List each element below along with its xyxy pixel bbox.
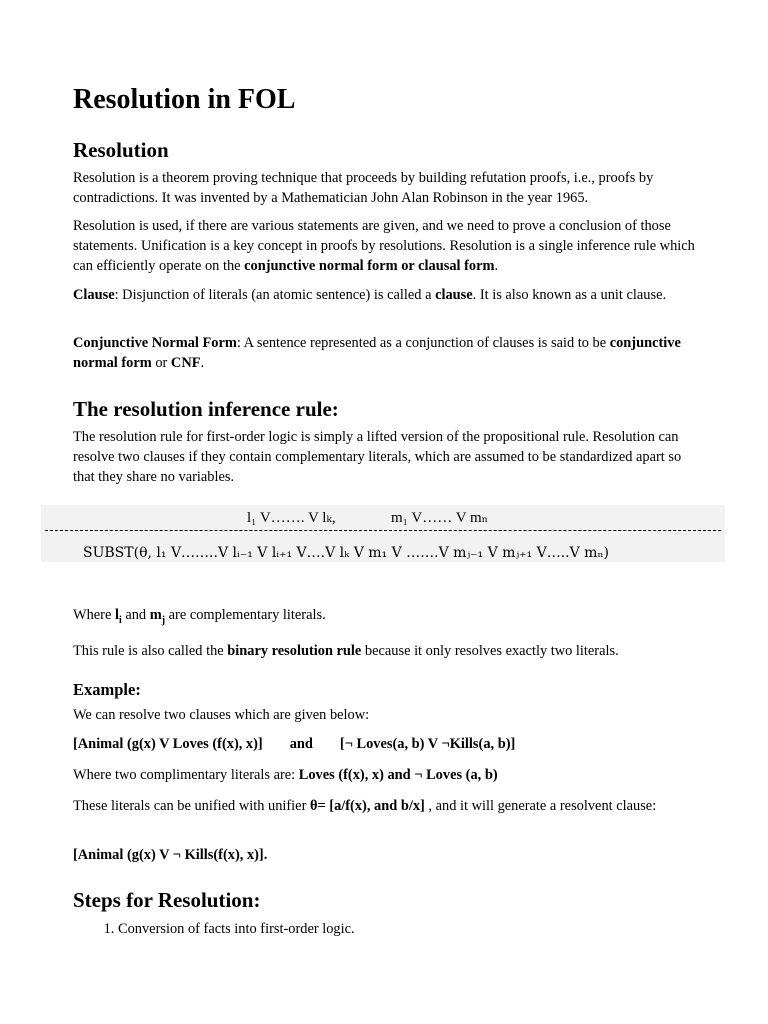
and-word: and [289,736,313,752]
term-clause: Clause [73,287,115,303]
section-heading-steps: Steps for Resolution: [73,888,261,912]
subscript: j [161,614,166,626]
bold-text: clause [435,287,473,303]
paragraph-intro: Resolution is a theorem proving technique that proceeds by building refutation proofs, i.e., proofs by contradictions. It was invented by a Mathematician John Alan Robinson in the year 1965. [73,170,654,206]
formula-conclusion: SUBST(θ, l₁ V……..V lᵢ₋₁ V lᵢ₊₁ V….V lₖ V m₁ V …….V mⱼ₋₁ V mⱼ₊₁ V…..V mₙ) [83,545,609,561]
paragraph-example-intro: We can resolve two clauses which are given below: [73,707,370,723]
paragraph-inference-rule: The resolution rule for first-order logic is simply a lifted version of the propositional rule. Resolution can resolve two clauses if they contain complementary literals, which are assumed to be standardized apart so that they share no variables. [73,429,682,485]
paragraph-clause-definition [73,285,703,305]
text: . [494,258,499,274]
text: These literals can be unified with unifier [73,798,310,814]
premise-left: l₁ V……. V lₖ, [247,510,336,526]
section-heading-inference-rule: The resolution inference rule: [73,397,339,421]
text: Where [73,607,115,623]
resolution-rule-formula [41,505,725,562]
page-title: Resolution in FOL [73,84,296,115]
literal-l [114,607,122,626]
text: Resolution is used, if there are various statements are given, and we need to prove a conclusion of those statements. Unification is a key concept in proofs by resolutions. Resolution is a single inference rule which can efficiently operate on the [73,218,695,274]
text: . It is also known as a unit clause. [472,287,667,303]
steps-list-container [73,919,703,939]
text: or [151,355,171,371]
paragraph-binary-resolution [73,641,703,661]
term-cnf: Conjunctive Normal Form [73,335,237,351]
clause-1: [Animal (g(x) V Loves (f(x), x)] [73,736,263,752]
bold-text: binary resolution rule [227,643,362,659]
bold-text: conjunctive normal form [73,335,681,371]
formula-divider [45,530,721,531]
premise-right: m₁ V…… V mₙ [391,510,489,526]
subscript: i [118,614,122,626]
example-clauses [73,734,703,754]
text: : Disjunction of literals (an atomic sentence) is called a [114,287,436,303]
paragraph-unifier [73,796,703,816]
literal-m [149,607,166,626]
resolvent-clause: [Animal (g(x) V ¬ Kills(f(x), x)]. [73,847,268,863]
paragraph-complementary-literals [73,605,703,631]
text: and [121,607,150,623]
text: because it only resolves exactly two literals. [361,643,619,659]
paragraph-cnf-definition [73,333,703,373]
text: m [149,607,162,623]
text: This rule is also called the [73,643,228,659]
bold-text: Loves (f(x), x) and ¬ Loves (a, b) [298,767,498,783]
section-heading-example: Example: [73,680,141,699]
text: : A sentence represented as a conjunction of clauses is said to be [236,335,610,351]
text: l [114,607,119,623]
section-heading-resolution: Resolution [73,138,169,162]
list-item: 1. Conversion of facts into first-order logic. [118,919,703,939]
bold-text: CNF [170,355,201,371]
paragraph-resolution-usage [73,216,703,276]
clause-2: [¬ Loves(a, b) V ¬Kills(a, b)] [339,736,516,752]
paragraph-complimentary-literals [73,765,703,785]
text: . [200,355,205,371]
steps-list [73,919,703,939]
unifier: θ= [a/f(x), and b/x] [309,798,425,814]
text: Where two complimentary literals are: [73,767,299,783]
text: , and it will generate a resolvent clause: [424,798,657,814]
bold-text: conjunctive normal form or clausal form [244,258,495,274]
text: are complementary literals. [165,607,326,623]
